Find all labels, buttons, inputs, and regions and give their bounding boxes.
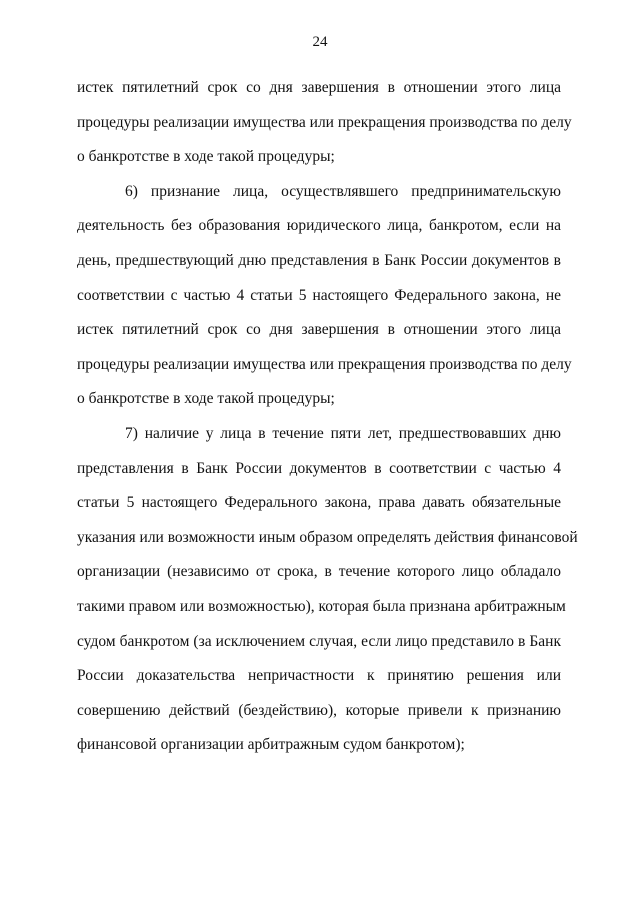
text-line: истек пятилетний срок со дня завершения в отношении этого лица xyxy=(77,79,561,96)
text-line: о банкротстве в ходе такой процедуры; xyxy=(77,148,335,166)
text-line: представления в Банк России документов в соответствии с частью 4 xyxy=(77,459,561,477)
text-line: 7) наличие у лица в течение пяти лет, предшествовавших дню xyxy=(125,424,561,442)
text-line: день, предшествующий дню представления в Банк России документов в xyxy=(77,251,561,269)
text-line: деятельность без образования юридического лица, банкротом, если на xyxy=(77,217,561,235)
text-line: такими правом или возможностью), которая была признана арбитражным xyxy=(77,597,566,615)
text-line: истек пятилетний срок со дня завершения в отношении этого лица xyxy=(77,321,561,339)
text-line: о банкротстве в ходе такой процедуры; xyxy=(77,390,335,408)
page-number: 24 xyxy=(312,34,328,50)
text-line: финансовой организации арбитражным судом банкротом); xyxy=(77,736,465,754)
text-line: судом банкротом (за исключением случая, если лицо представило в Банк xyxy=(77,632,561,650)
document-body xyxy=(77,71,578,763)
text-line: России доказательства непричастности к принятию решения или xyxy=(77,667,561,685)
text-line: совершению действий (бездействию), которые привели к признанию xyxy=(77,701,561,719)
text-line: процедуры реализации имущества или прекращения производства по делу xyxy=(77,113,572,131)
text-line: указания или возможности иным образом определять действия финансовой xyxy=(77,528,578,546)
text-line: 6) признание лица, осуществлявшего предпринимательскую xyxy=(125,182,561,200)
text-line: статьи 5 настоящего Федерального закона, права давать обязательные xyxy=(77,494,561,512)
text-line: соответствии с частью 4 статьи 5 настоящего Федерального закона, не xyxy=(77,286,561,304)
text-line: организации (независимо от срока, в течение которого лицо обладало xyxy=(77,563,561,581)
text-line: процедуры реализации имущества или прекращения производства по делу xyxy=(77,355,572,373)
